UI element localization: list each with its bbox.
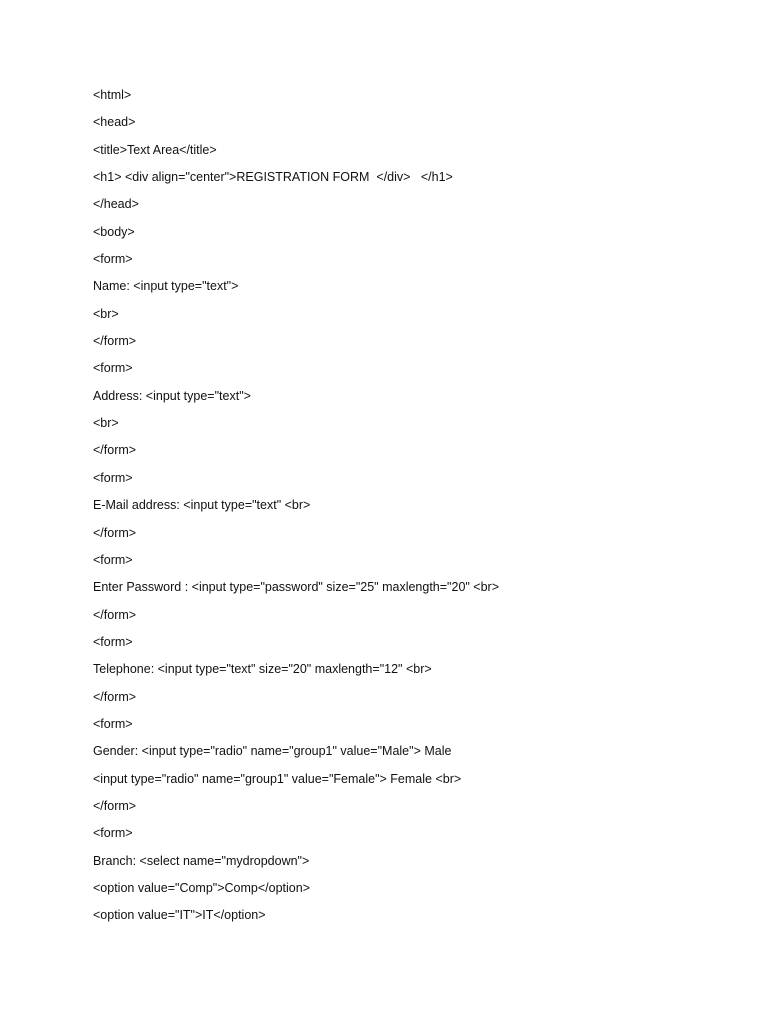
code-line: <html> [93, 88, 132, 102]
code-line: <form> [93, 716, 133, 731]
code-line: <option value="Comp">Comp</option> [93, 880, 311, 895]
code-line: <form> [93, 826, 133, 841]
code-line: <h1> <div align="center">REGISTRATION FORM </div> </h1> [93, 170, 453, 185]
code-line: <input type="radio" name="group1" value="Female"> Female <br> [93, 771, 462, 786]
code-line: </form> [93, 334, 137, 349]
code-line: Address: <input type="text"> [93, 388, 251, 403]
code-line: <form> [93, 361, 133, 376]
code-line: <form> [93, 552, 133, 567]
code-line: <head> [93, 115, 136, 130]
code-listing [93, 86, 499, 934]
code-line: <form> [93, 634, 133, 649]
code-line: <br> [93, 416, 119, 431]
code-line: </form> [93, 525, 137, 540]
code-line: </head> [93, 197, 139, 212]
code-line: <body> [93, 224, 135, 239]
code-line: <form> [93, 470, 133, 485]
code-line: Name: <input type="text"> [93, 279, 239, 294]
code-line: Telephone: <input type="text" size="20" maxlength="12" <br> [93, 662, 432, 677]
code-line: <form> [93, 252, 133, 267]
code-line: </form> [93, 798, 137, 813]
code-line: <option value="IT">IT</option> [93, 908, 266, 923]
code-line: </form> [93, 689, 137, 704]
code-line: Gender: <input type="radio" name="group1" value="Male"> Male [93, 744, 452, 759]
code-line: Branch: <select name="mydropdown"> [93, 853, 310, 868]
code-line: </form> [93, 607, 137, 622]
code-line: <title>Text Area</title> [93, 142, 217, 157]
code-line: Enter Password : <input type="password" size="25" maxlength="20" <br> [93, 580, 500, 595]
code-line: <br> [93, 306, 119, 321]
code-line: E-Mail address: <input type="text" <br> [93, 498, 311, 513]
code-line: </form> [93, 443, 137, 458]
